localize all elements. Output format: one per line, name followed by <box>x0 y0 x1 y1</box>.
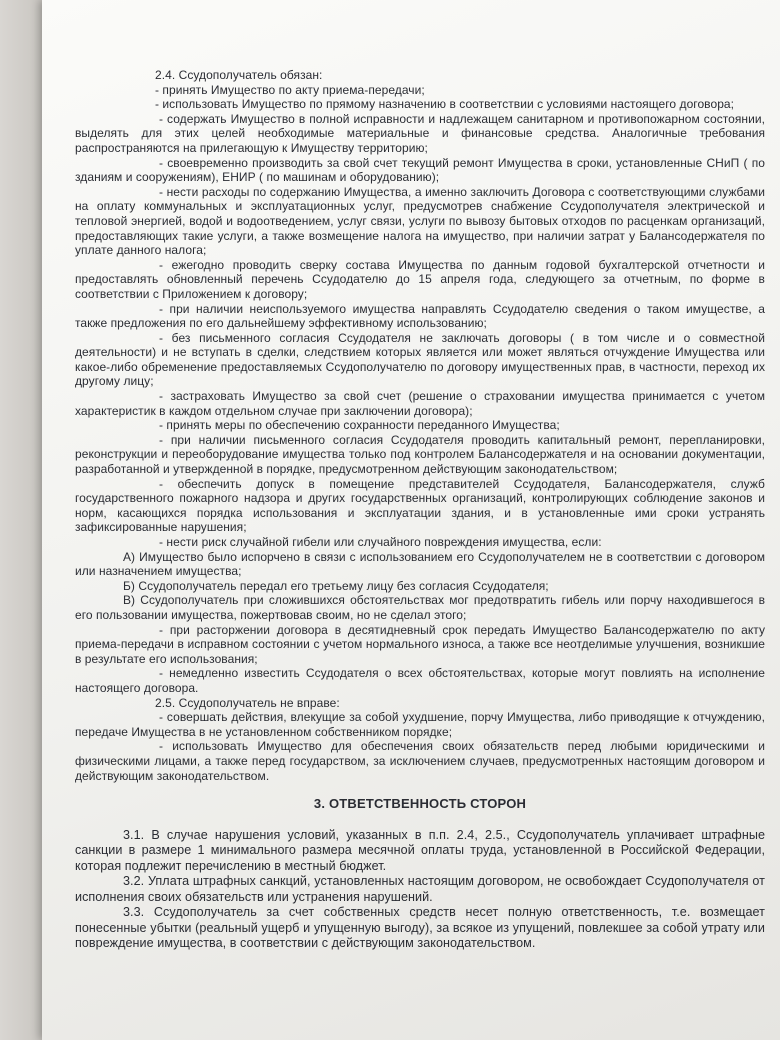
prohibition-item: - совершать действия, влекущие за собой ухудшение, порчу Имущества, либо приводящие к отчуждению, передаче Имущества в не установленном собственником порядке; <box>75 710 765 739</box>
obligation-item: - при расторжении договора в десятидневный срок передать Имущество Балансодержателю по акту приема-передачи в исправном состоянии с учетом нормального износа, а также все неотделимые улучшения, возникшие в результате его использования; <box>75 622 765 666</box>
document-page <box>42 0 780 1040</box>
clause-2-4-header: 2.4. Ссудополучатель обязан: <box>155 68 323 82</box>
clause-2-5-header: 2.5. Ссудополучатель не вправе: <box>155 695 340 710</box>
obligation-item: - ежегодно проводить сверку состава Имущества по данным годовой бухгалтерской отчетности и предоставлять обновленный перечень Ссудодателю до 15 апреля года, следующего за отчетным, по форме в соответствии с Приложением к договору; <box>75 257 765 301</box>
risk-case-item: А) Имущество было испорчено в связи с использованием его Ссудополучателем не в соответствии с договором или назначением имущества; <box>75 549 765 579</box>
prohibition-item: - использовать Имущество для обеспечения своих обязательств перед любыми юридическими и физическими лицами, а также перед государством, за исключением случаев, предусмотренных настоящим договором и действующим законодательством. <box>75 739 765 783</box>
obligation-item: - нести риск случайной гибели или случайного повреждения имущества, если: <box>159 535 602 549</box>
risk-case-item: Б) Ссудополучатель передал его третьему лицу без согласия Ссудодателя; <box>123 578 549 593</box>
obligation-item: - своевременно производить за свой счет текущий ремонт Имущества в сроки, установленные СНиП ( по зданиям и сооружениям), ЕНИР ( по машинам и оборудованию); <box>75 155 765 185</box>
obligation-item: - принять меры по обеспечению сохранности переданного Имущества; <box>159 418 560 433</box>
obligation-item: - застраховать Имущество за свой счет (решение о страховании имущества принимается с учетом характеристик в каждом отдельном случае при заключении договора); <box>75 389 765 418</box>
obligation-item: - принять Имущество по акту приема-передачи; <box>155 82 425 97</box>
obligation-item: - без письменного согласия Ссудодателя не заключать договоры ( в том числе и о совместной деятельности) и не вступать в сделки, следствием которых является или может являться отчуждение Имущества или какое-либо обременение предоставляемых Ссудополучателю по договору имущественных прав, в частности, переход их другому лицу; <box>75 330 765 389</box>
risk-case-item: В) Ссудополучатель при сложившихся обстоятельствах мог предотвратить гибель или порчу находившегося в его пользовании имущества, пожертвовав своим, но не сделал этого; <box>75 593 765 622</box>
obligation-item: - содержать Имущество в полной исправности и надлежащем санитарном и противопожарном состоянии, выделять для этих целей необходимые материальные и финансовые средства. Аналогичные требования распространяются на прилегающую к Имуществу территорию; <box>75 111 765 155</box>
clause-3-3: 3.3. Ссудополучатель за счет собственных средств несет полную ответственность, т.е. возмещает понесенные убытки (реальный ущерб и упущенную выгоду), за всякое из упущений, повлекшее за собой утрату или повреждение имущества, в соответствии с действующим законодательством. <box>75 905 765 951</box>
contract-text <box>75 68 765 952</box>
obligation-item: - при наличии неиспользуемого имущества направлять Ссудодателю сведения о таком имуществе, а также предложения по его дальнейшему эффективному использованию; <box>75 301 765 331</box>
obligation-item: - обеспечить допуск в помещение представителей Ссудодателя, Балансодержателя, служб государственного пожарного надзора и других государственных организаций, контролирующих соблюдение законов и норм, касающихся порядка использования и эксплуатации здания, и в установленные ими сроки устранять зафиксированные нарушения; <box>75 476 765 535</box>
clause-3-1: 3.1. В случае нарушения условий, указанных в п.п. 2.4, 2.5., Ссудополучатель уплачивает штрафные санкции в размере 1 минимального размера месячной оплаты труда, установленной в Российской Федерации, которая подлежит перечислению в местный бюджет. <box>75 827 765 873</box>
obligation-item: - немедленно известить Ссудодателя о всех обстоятельствах, которые могут повлиять на исполнение настоящего договора. <box>75 666 765 695</box>
obligation-item: - нести расходы по содержанию Имущества, а именно заключить Договора с соответствующими службами на оплату коммунальных и эксплуатационных услуг, предусмотрев снабжение Ссудополучателя электрической и тепловой энергией, водой и водоотведением, услуг связи, услуги по вывозу бытовых отходов по расценкам организаций, предоставляющих такие услуги, а также возмещение налога на имущество, при наличии затрат у Балансодержателя по уплате данного налога; <box>75 184 765 258</box>
section-3-heading: 3. ОТВЕТСТВЕННОСТЬ СТОРОН <box>313 796 527 812</box>
obligation-item: - использовать Имущество по прямому назначению в соответствии с условиями настоящего договора; <box>155 97 735 112</box>
section-3-body <box>75 828 765 952</box>
obligation-item: - при наличии письменного согласия Ссудодателя проводить капитальный ремонт, перепланировки, реконструкции и переоборудование имущества только под контролем Балансодержателя и на основании документации, разработанной и утвержденной в порядке, предусмотренном действующим законодательством; <box>75 432 765 477</box>
clause-3-2: 3.2. Уплата штрафных санкций, установленных настоящим договором, не освобождает Ссудополучателя от исполнения своих обязательств или устранения нарушений. <box>75 874 765 904</box>
